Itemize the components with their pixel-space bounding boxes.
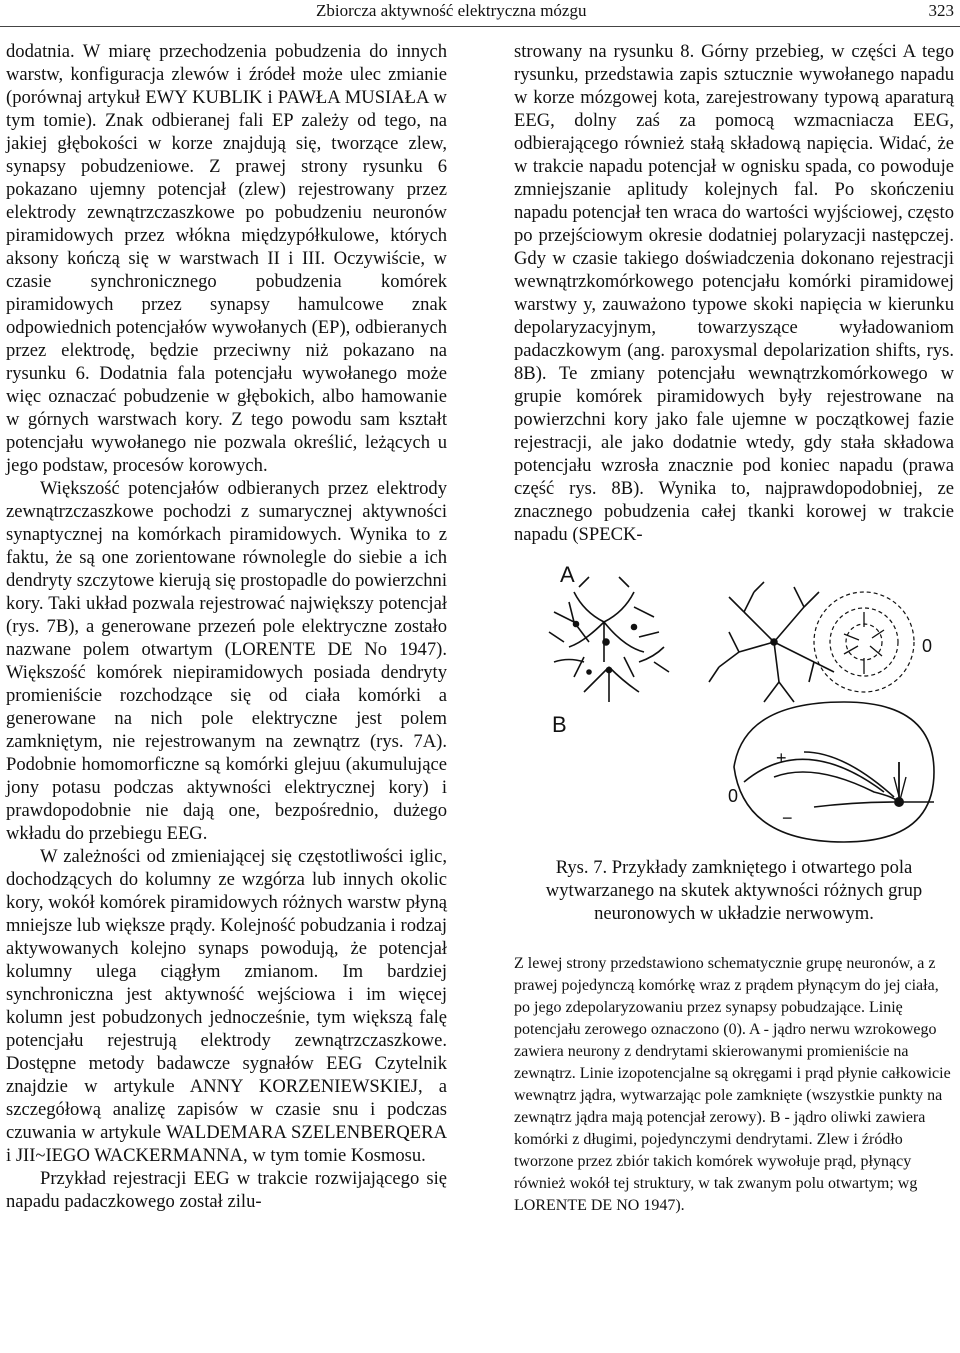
figure-7 — [514, 552, 954, 852]
paragraph: strowany na rysunku 8. Górny przebieg, w części A tego rysunku, przedstawia zapis sztucznie wywołanego napadu w korze mózgowej kota, zarejestrowany typową aparaturą EEG, dolny zaś za pomocą wzmacniacza EEG, odbierającego również stałą składową napięcia. Widać, że w trakcie napadu potencjał w ognisku spada, co powoduje zmniejszanie aplitudy kolejnych fal. Po skończeniu napadu potencjał ten wraca do wartości wyjściowej, często po przejściowym okresie dodatniej polaryzacji następczej. Gdy w czasie takiego doświadczenia dokonano rejestracji wewnątrzkomórkowego potencjału komórki piramidowej warstwy y, zauważono typowe skoki napięcia w kierunku depolaryzacyjnym, towarzyszące wyładowaniom padaczkowym (ang. paroxysmal depolarization shifts, rys. 8B). Te zmiany potencjału wewnątrzkomórkowego w grupie komórek piramidowych były rejestrowane na powierzchni kory jako fale ujemne w początkowej fazie rejestracji, ale jako dodatnie wtedy, gdy stała składowa potencjału wzrosła znacznie pod koniec napadu (prawa część rys. 8B). Wynika to, najprawdopodobniej, ze znacznego pobudzenia całej tkanki korowej w trakcie napadu (SPECK- — [514, 41, 954, 545]
minus-label: − — [782, 808, 793, 828]
isopotential-circles — [814, 592, 914, 692]
figure-legend: Z lewej strony przedstawiono schematycznie grupę neuronów, a z prawej pojedynczą komórkę wraz z prądem płynącym do jej ciała, po jego zdepolaryzowaniu przez synapsy pobudzające. Linię potencjału zerowego oznaczono (0). A - jądro nerwu wzrokowego zawiera neurony z dendrytami skierowanymi promieniście na zewnątrz. Linie izopotencjalne są okręgami i prąd płynie całkowicie wewnątrz jądra, wytwarzając pole zamknięte (wszystkie punkty na zewnątrz jądra mają potencjał zerowy). B - jądro oliwki zawiera komórki z długimi, pojedynczymi dendrytami. Zlew i źródło tworzone przez zbiór takich komórek wywołuje prąd, płynący również wokół tej struktury, w tak zwanym polu otwartym; wg LORENTE DE NO 1947). — [514, 955, 951, 1214]
zero-label-b: 0 — [728, 786, 739, 806]
paragraph: W zależności od zmieniającej się częstotliwości iglic, dochodzących do kolumny ze wzgórza lub innych okolic kory, wokół komórek piramidowych różnych warstw płyną mniejsze lub większe prądy. Kolejność pobudzania i rodzaj aktywowanych kolejno synaps powodują, że potencjał kolumny ulega ciągłym zmianom. Im bardziej synchroniczna jest aktywność wejściowa i im więcej kolumn jest pobudzonych jednocześnie, tym większą falę potencjału rejestrują elektrody zewnątrzczaszkowe. Dostępne metody badawcze sygnałów EEG Czytelnik znajdzie w artykule ANNY KORZENIEWSKIEJ, a szczegółową analizę zapisów w czasie snu i podczas czuwania w artykule WALDEMARA SZELENBERQERA i JII~IEGO WACKERMANNA, w tym tomie Kosmosu. — [6, 846, 447, 1166]
left-column — [6, 40, 447, 1213]
neuron-soma — [607, 668, 612, 673]
neuron-soma — [574, 622, 579, 627]
neuron-soma — [587, 670, 591, 674]
right-column — [514, 40, 954, 1217]
page-number: 323 — [928, 1, 954, 20]
page-header — [0, 0, 960, 27]
paragraph: Większość potencjałów odbieranych przez elektrody zewnątrzczaszkowe pochodzi z sumarycznej aktywności synaptycznej na komórkach piramidowych. Wynika to z faktu, że są one zorientowane równolegle do siebie a ich dendryty szczytowe kierują się prostopadle do powierzchni kory. Taki układ pozwala rejestrować największy potencjał (rys. 7B), a generowane przezeń pole elektryczne zostało nazwane polem otwartym (LORENTE DE No 1947). Większość komórek niepiramidowych posiada dendryty promieniście rozchodzące się od ciała komórki a generowane na nich pole elektryczne jest polem zamkniętym, nie rejestrowanym na zewnątrz (rys. 7A). Podobnie homomorficzne są komórki glejuu (akumulujące jony potasu podczas aktywności elektrycznej kory) i prawdopodobnie nie dają one, bezpośrednio, dużego wkładu do przebiegu EEG. — [6, 478, 447, 844]
left-neuron-cluster — [549, 577, 669, 702]
neuron-soma — [632, 625, 637, 630]
panel-a-label: A — [560, 562, 575, 587]
paragraph: dodatnia. W miarę przechodzenia pobudzenia do innych warstw, konfiguracja zlewów i źródeł może ulec zmianie (porównaj artykuł EWY KUBLIK i PAWŁA MUSIAŁA w tym tomie). Znak odbieranej fali EP zależy od tego, na jakiej głębokości w korze znajdują się, tworzące zlew, synapsy pobudzeniowe. Z prawej strony rysunku 6 pokazano ujemny potencjał (zlew) rejestrowany przez elektrody zewnątrzczaszkowe po pobudzeniu neuronów piramidowych przez włókna międzypółkulowe, których aksony kończą się w warstwach II i III. Oczywiście, w czasie synchronicznego pobudzenia komórek piramidowych przez synapsy hamulcowe znak odpowiednich potencjałów wywołanych (EP), odbieranych przez elektrodę, będzie przeciwny niż pokazano na rysunku 6. Dodatnia fala potencjału wywołanego może więc oznaczać pobudzenie w głębokich, albo hamowanie w górnych warstwach kory. Z tego powodu sam kształt potencjału wywołanego nie pozwala określić, leżących u jego podstaw, procesów korowych. — [6, 41, 447, 476]
figure-caption: Rys. 7. Przykłady zamkniętego i otwartego pola wytwarzanego na skutek aktywności różnych grup neuronowych w układzie nerwowym. — [545, 857, 923, 924]
panel-a-neurons — [549, 577, 834, 702]
neuron-soma — [603, 639, 609, 645]
paragraph: Przykład rejestracji EEG w trakcie rozwijającego się napadu padaczkowego został zilu- — [6, 1168, 447, 1212]
neuron-soma — [771, 639, 777, 645]
zero-label-a: 0 — [922, 636, 933, 656]
plus-label: + — [776, 748, 787, 768]
panel-b-olive — [734, 702, 934, 842]
figure-7-drawing — [514, 552, 954, 852]
panel-b-label: B — [552, 712, 567, 737]
running-title: Zbiorcza aktywność elektryczna mózgu — [316, 1, 587, 20]
